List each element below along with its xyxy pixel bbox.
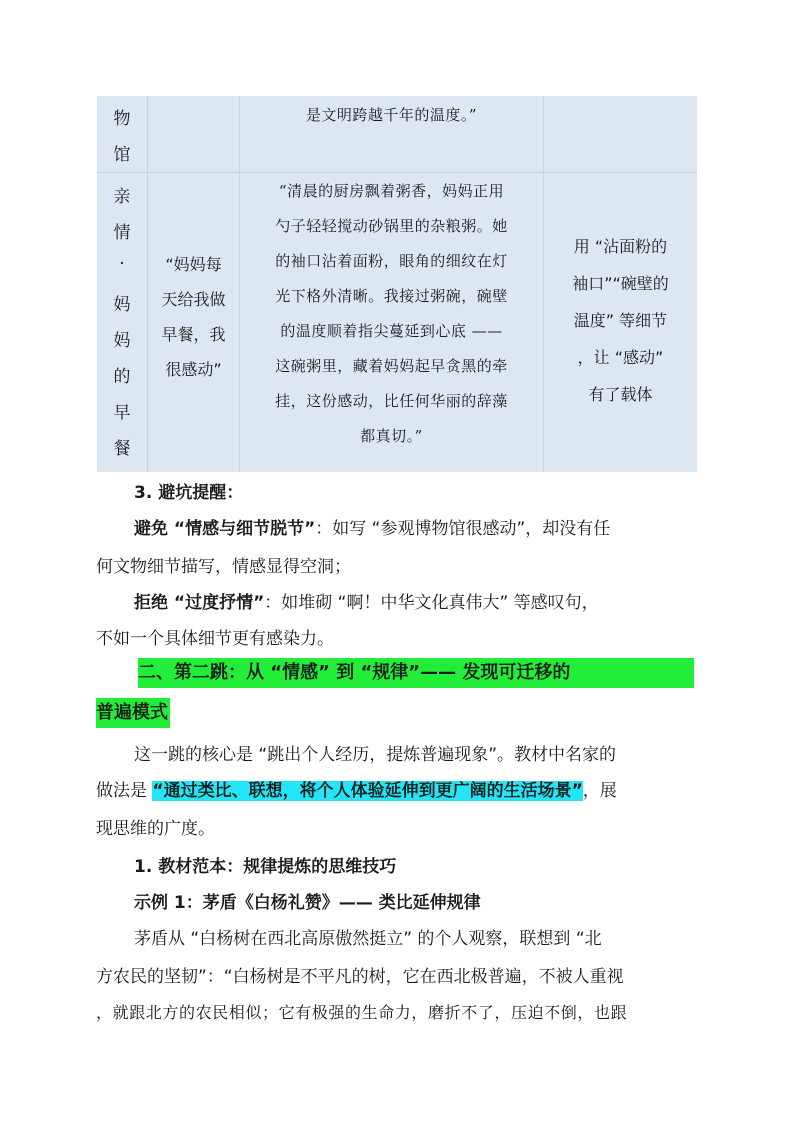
part2-intro-line1: 这一跳的核心是 “跳出个人经历，提炼普遍现象”。教材中名家的 (134, 745, 617, 765)
part2-title-line2: 普遍模式 (96, 698, 170, 728)
part2-title-line1: 二、第二跳：从 “情感” 到 “规律”—— 发现可迁移的 (138, 658, 694, 688)
row2-col4-text: 用 “沾面粉的 袖口”“碗壁的 温度” 等细节 ，让 “感动” 有了载体 (572, 237, 669, 404)
example1-line3: ，就跟北方的农民相似；它有极强的生命力，磨折不了，压迫不倒，也跟 (96, 1003, 628, 1022)
section3-paragraph2-line1: 拒绝 “过度抒情”：如堆砌 “啊！中华文化真伟大” 等感叹句， (134, 593, 599, 613)
example1-line2: 方农民的坚韧”：“白杨树是不平凡的树，它在西北极普遍，不被人重视 (96, 967, 624, 987)
part2-intro-line3: 现思维的广度。 (96, 819, 215, 839)
section3-heading: 3. 避坑提醒： (134, 483, 244, 503)
row2-col2-text: “妈妈每 天给我做 早餐，我 很感动” (161, 255, 226, 379)
part2-subheading: 1. 教材范本：规律提炼的思维技巧 (134, 857, 397, 877)
row2-col3-text: “清晨的厨房飘着粥香，妈妈正用 勺子轻轻搅动砂锅里的杂粮粥。她 的袖口沾着面粉，眼角的细纹在灯 光下格外清晰。我接过粥碗，碗壁 的温度顺着指尖蔓延到心底 —— 这碗粥里，藏着妈妈起早贪黑的牵 挂，这份感动，比任何华丽的辞藻 都真切。” (275, 182, 508, 445)
comparison-table: 物 馆 是文明跨越千年的温度。” 亲 情 · 妈 妈 的 早 餐 “妈妈每 天给我做 早餐，我 很感动” “清晨的厨房飘着粥香，妈妈正用 勺子轻轻搅动砂锅里的杂粮粥。她 的袖口沾着面粉，眼角的细纹在灯 光下格外清晰。我接过粥碗，碗壁 的温度顺着指尖蔓延到心底 —— 这碗粥里，藏着妈妈起早贪黑的牵 挂，这份感动，比任何华丽的辞藻 都真切。” 用 “沾面粉的 袖口”“碗壁的 温度” 等细节 ，让 “感动” 有了载体 (97, 96, 697, 472)
section3-paragraph1-line1: 避免 “情感与细节脱节”：如写 “参观博物馆很感动”，却没有任 (134, 519, 611, 539)
example1-line1: 茅盾从 “白杨树在西北高原傲然挺立” 的个人观察，联想到 “北 (134, 929, 602, 949)
intro-highlight: “通过类比、联想，将个人体验延伸到更广阔的生活场景” (152, 781, 583, 801)
example1-heading: 示例 1：茅盾《白杨礼赞》—— 类比延伸规律 (134, 893, 481, 913)
section3-paragraph1-line2: 何文物细节描写，情感显得空洞； (96, 557, 351, 577)
part2-intro-line2: 做法是 “通过类比、联想，将个人体验延伸到更广阔的生活场景”，展 (96, 781, 617, 801)
section3-paragraph2-line2: 不如一个具体细节更有感染力。 (96, 629, 334, 649)
row1-col3-text: 是文明跨越千年的温度。” (305, 106, 478, 124)
